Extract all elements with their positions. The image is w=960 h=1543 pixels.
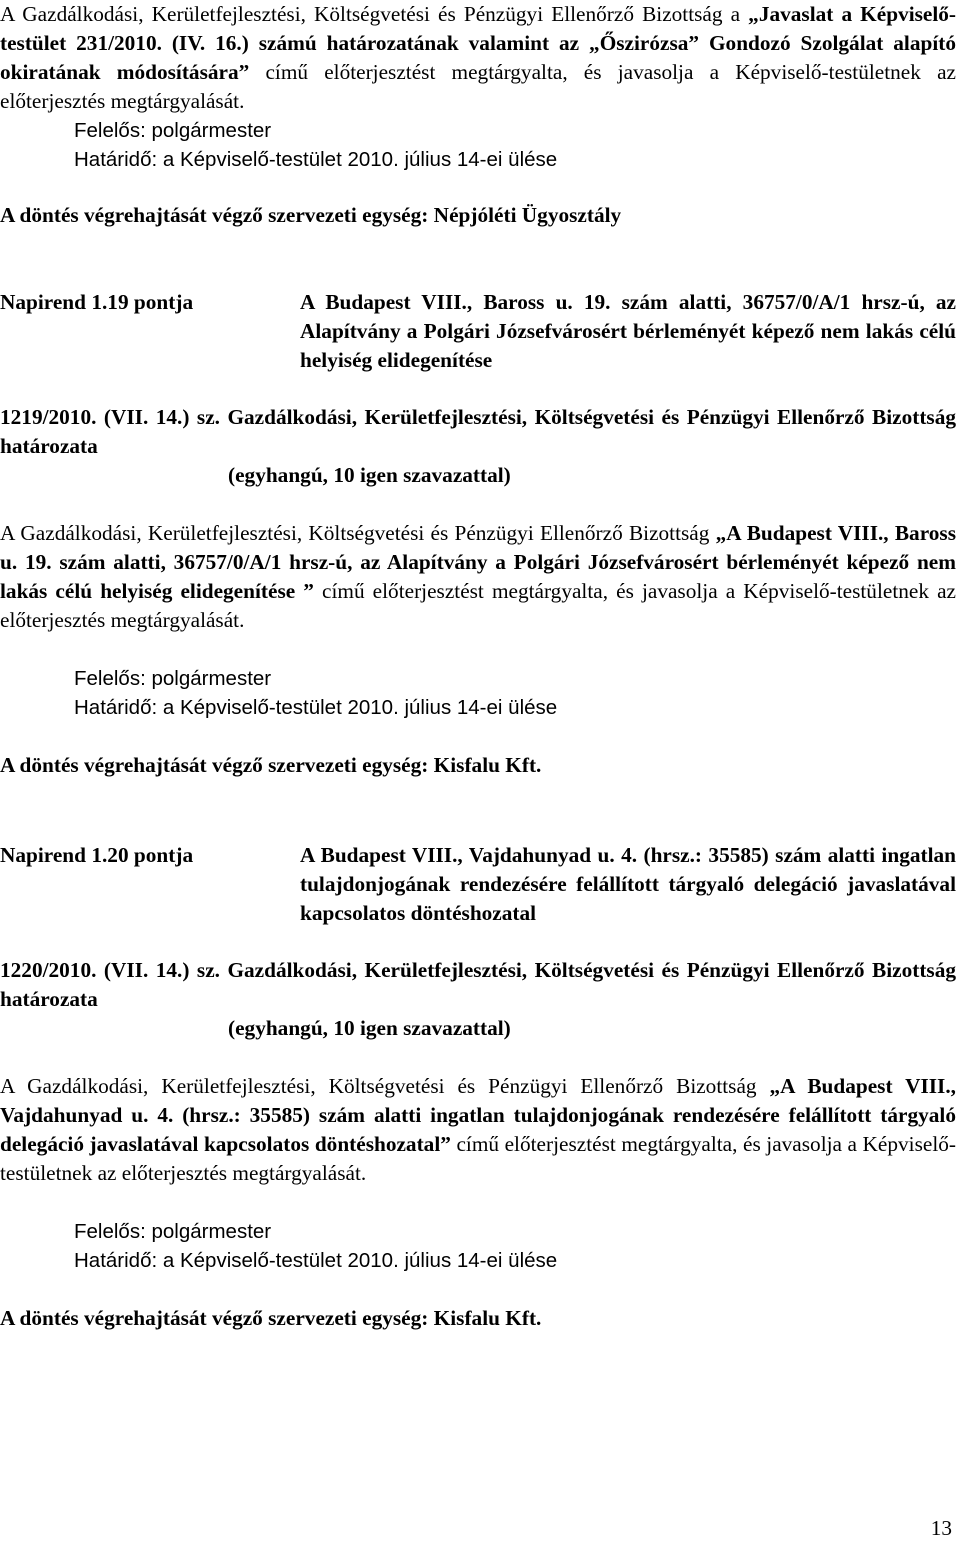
intro-paragraph: [0, 0, 956, 116]
executing-unit: A döntés végrehajtását végző szervezeti egység: Kisfalu Kft.: [0, 753, 542, 777]
vote-result: (egyhangú, 10 igen szavazattal): [228, 1016, 511, 1040]
executing-unit: A döntés végrehajtását végző szervezeti egység: Népjóléti Ügyosztály: [0, 203, 622, 227]
intro-text-start: A Gazdálkodási, Kerületfejlesztési, Költségvetési és Pénzügyi Ellenőrző Bizottság a: [0, 2, 749, 26]
responsible-line: Felelős: polgármester: [74, 119, 272, 142]
resolution-text-start: A Gazdálkodási, Kerületfejlesztési, Költségvetési és Pénzügyi Ellenőrző Bizottság: [0, 1074, 770, 1098]
intro-text-end: című előterjesztést megtárgyalta, és javasolja a Képviselő-testületnek az előterjesztés megtárgyalását.: [0, 60, 956, 113]
resolution-text-end: című előterjesztést megtárgyalta, és javasolja a Képviselő-testületnek az előterjesztés megtárgyalását.: [0, 579, 956, 632]
agenda-label: Napirend 1.19 pontja: [0, 290, 194, 314]
deadline-line: Határidő: a Képviselő-testület 2010. július 14-ei ülése: [74, 696, 558, 719]
executing-unit: A döntés végrehajtását végző szervezeti egység: Kisfalu Kft.: [0, 1306, 542, 1330]
responsible-line: Felelős: polgármester: [74, 667, 272, 690]
agenda-label: Napirend 1.20 pontja: [0, 843, 194, 867]
resolution-heading: 1220/2010. (VII. 14.) sz. Gazdálkodási, Kerületfejlesztési, Költségvetési és Pénzügyi Ellenőrző Bizottság határozata: [0, 958, 956, 1011]
vote-result: (egyhangú, 10 igen szavazattal): [228, 463, 511, 487]
resolution-text-end: című előterjesztést megtárgyalta, és javasolja a Képviselő-testületnek az előterjesztés megtárgyalását.: [0, 1132, 956, 1185]
agenda-item-1-19: [0, 288, 956, 378]
intro-proposal-title: „Javaslat a Képviselő-testület 231/2010. (IV. 16.) számú határozatának valamint az „Őszirózsa” Gondozó Szolgálat alapító okiratának módosítására”: [0, 2, 957, 84]
deadline-line: Határidő: a Képviselő-testület 2010. július 14-ei ülése: [74, 1249, 558, 1272]
responsible-line: Felelős: polgármester: [74, 1220, 272, 1243]
resolution-body: [0, 519, 956, 635]
resolution-text-start: A Gazdálkodási, Kerületfejlesztési, Költségvetési és Pénzügyi Ellenőrző Bizottság: [0, 521, 716, 545]
resolution-body: [0, 1072, 956, 1188]
agenda-title: A Budapest VIII., Baross u. 19. szám alatti, 36757/0/A/1 hrsz-ú, az Alapítvány a Polgári Józsefvárosért bérleményét képező nem lakás célú helyiség elidegenítése: [300, 290, 956, 372]
deadline-line: Határidő: a Képviselő-testület 2010. július 14-ei ülése: [74, 148, 558, 171]
resolution-proposal-title: „A Budapest VIII., Vajdahunyad u. 4. (hrsz.: 35585) szám alatti ingatlan tulajdonjogának rendezésére felállított tárgyaló delegáció javaslatával kapcsolatos döntéshozatal”: [0, 1074, 956, 1156]
agenda-title: A Budapest VIII., Vajdahunyad u. 4. (hrsz.: 35585) szám alatti ingatlan tulajdonjogának rendezésére felállított tárgyaló delegáció javaslatával kapcsolatos döntéshozatal: [300, 843, 956, 925]
resolution-proposal-title: „A Budapest VIII., Baross u. 19. szám alatti, 36757/0/A/1 hrsz-ú, az Alapítvány a Polgári Józsefvárosért bérleményét képező nem lakás célú helyiség elidegenítése ”: [0, 521, 956, 603]
agenda-item-1-20: [0, 841, 956, 931]
page-number: 13: [930, 1516, 952, 1540]
resolution-heading: 1219/2010. (VII. 14.) sz. Gazdálkodási, Kerületfejlesztési, Költségvetési és Pénzügyi Ellenőrző Bizottság határozata: [0, 405, 956, 458]
